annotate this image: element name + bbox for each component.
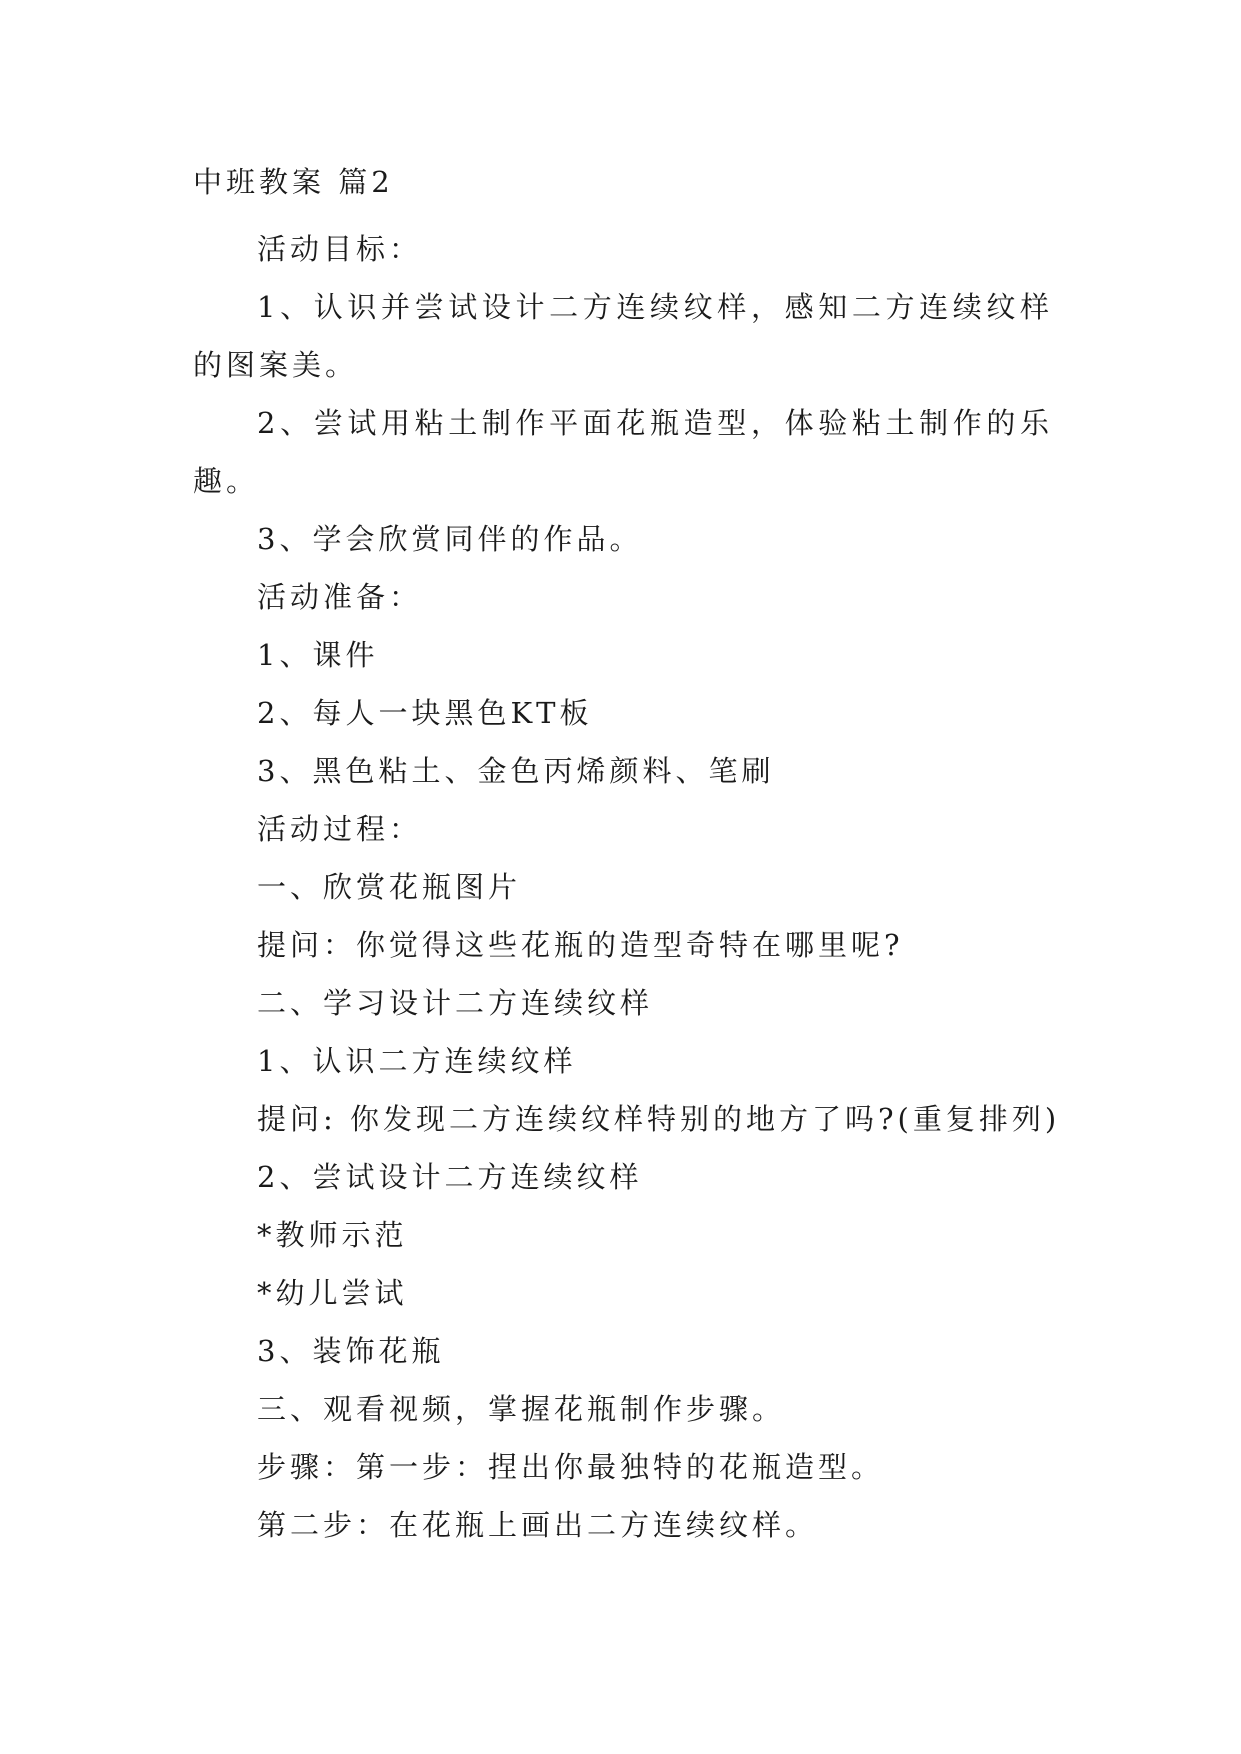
prep-item-1: 1、课件 bbox=[257, 638, 379, 672]
process-step-2: 二、学习设计二方连续纹样 bbox=[257, 986, 654, 1020]
document-title: 中班教案 篇2 bbox=[193, 165, 394, 199]
process-steps-second: 第二步：在花瓶上画出二方连续纹样。 bbox=[257, 1508, 819, 1542]
process-substep-2-3: 3、装饰花瓶 bbox=[257, 1334, 445, 1368]
process-step-1: 一、欣赏花瓶图片 bbox=[257, 870, 522, 904]
process-substep-2-2: 2、尝试设计二方连续纹样 bbox=[257, 1160, 643, 1194]
process-question-2: 提问: 你发现二方连续纹样特别的地方了吗?(重复排列) bbox=[257, 1102, 1061, 1136]
prep-item-2: 2、每人一块黑色KT板 bbox=[257, 696, 593, 730]
process-step-3: 三、观看视频，掌握花瓶制作步骤。 bbox=[257, 1392, 786, 1426]
document-body bbox=[193, 220, 1061, 1554]
heading-activity-preparation: 活动准备： bbox=[257, 580, 423, 614]
process-bullet-child: *幼儿尝试 bbox=[257, 1276, 408, 1310]
goal-item-2: 2、尝试用粘土制作平面花瓶造型，体验粘土制作的乐趣。 bbox=[193, 406, 1053, 498]
heading-activity-process: 活动过程： bbox=[257, 812, 423, 846]
process-bullet-teacher: *教师示范 bbox=[257, 1218, 408, 1252]
process-steps-first: 步骤：第一步：捏出你最独特的花瓶造型。 bbox=[257, 1450, 885, 1484]
goal-item-1: 1、认识并尝试设计二方连续纹样，感知二方连续纹样的图案美。 bbox=[193, 290, 1053, 382]
heading-activity-goals: 活动目标： bbox=[257, 232, 423, 266]
goal-item-3: 3、学会欣赏同伴的作品。 bbox=[257, 522, 643, 556]
process-question-1: 提问：你觉得这些花瓶的造型奇特在哪里呢? bbox=[257, 928, 904, 962]
process-substep-2-1: 1、认识二方连续纹样 bbox=[257, 1044, 577, 1078]
prep-item-3: 3、黑色粘土、金色丙烯颜料、笔刷 bbox=[257, 754, 775, 788]
